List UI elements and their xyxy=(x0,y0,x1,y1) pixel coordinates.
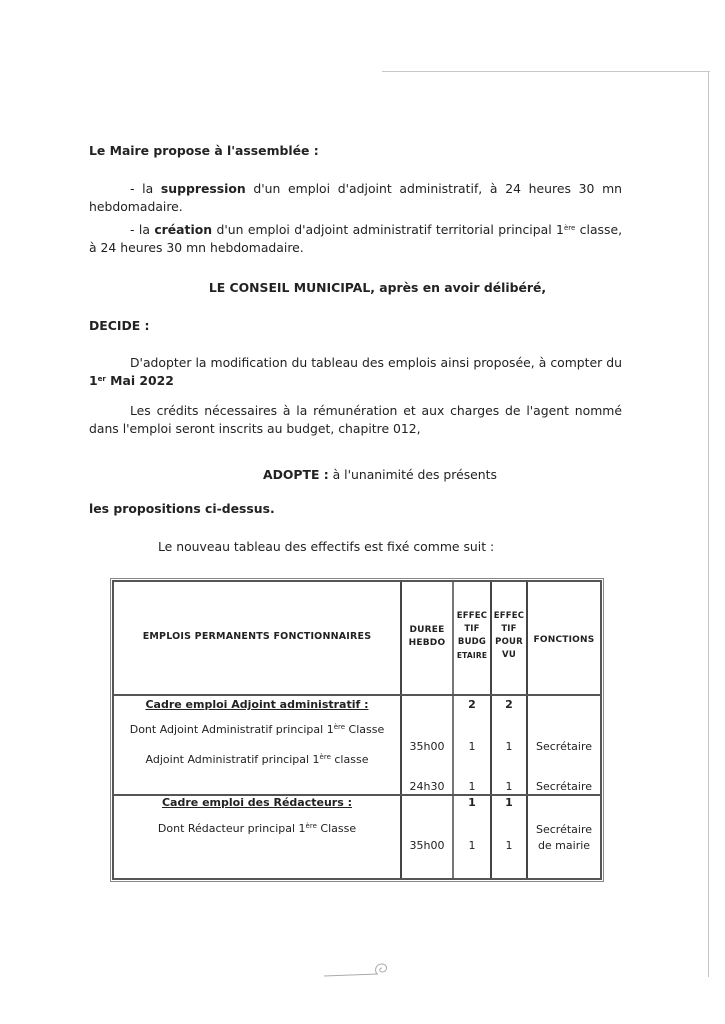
row-fonction xyxy=(528,822,600,854)
proposal-text: d'un emploi d'adjoint administratif territorial principal 1 xyxy=(212,222,564,237)
ordinal-sup: er xyxy=(97,375,106,383)
row-label-text: Dont Rédacteur principal 1 xyxy=(157,822,306,835)
page-mark-icon xyxy=(322,958,392,980)
section-pourvu: 2 xyxy=(505,698,513,711)
header-line: ETAIRE xyxy=(456,651,488,660)
header-budgetaire xyxy=(454,610,490,662)
row-duree: 35h00 xyxy=(409,740,445,753)
section-budgetaire: 1 xyxy=(468,796,476,809)
intro-heading: Le Maire propose à l'assemblée : xyxy=(89,143,319,158)
proposal-creation xyxy=(89,221,622,257)
ordinal-sup: ère xyxy=(305,822,317,830)
row-duree: 35h00 xyxy=(409,839,445,852)
adopte-line xyxy=(0,466,725,484)
proposal-keyword: suppression xyxy=(160,181,246,196)
row-label-text: Dont Adjoint Administratif principal 1 xyxy=(129,723,334,736)
proposal-prefix: - la xyxy=(130,181,161,196)
adopte-text: à l'unanimité des présents xyxy=(328,467,497,482)
fonction-line: de mairie xyxy=(537,839,591,852)
council-heading: LE CONSEIL MUNICIPAL, après en avoir délibéré, xyxy=(208,280,547,295)
scan-artifact-edge xyxy=(708,72,709,977)
fonction-line: Secrétaire xyxy=(535,823,592,836)
decision-body: D'adopter la modification du tableau des emplois ainsi proposée, à compter du xyxy=(130,355,622,370)
section-title: Cadre emploi des Rédacteurs : xyxy=(161,796,353,809)
row-pourvu: 1 xyxy=(505,780,513,793)
header-line: POUR xyxy=(495,637,523,647)
row-label-text: classe xyxy=(330,753,369,766)
effectifs-table xyxy=(112,580,602,880)
scan-artifact-line xyxy=(382,71,710,72)
proposal-text: d'un emploi d'adjoint administratif, à 24 heures 30 mn hebdomadaire. xyxy=(89,181,622,214)
row-budgetaire: 1 xyxy=(468,740,476,753)
propositions-text: les propositions ci-dessus. xyxy=(89,501,275,516)
date-day: 1 xyxy=(89,373,98,388)
row-fonction: Secrétaire xyxy=(535,740,592,753)
header-line: BUDG xyxy=(457,637,487,647)
row-budgetaire: 1 xyxy=(468,780,476,793)
row-duree: 24h30 xyxy=(409,780,445,793)
row-fonction: Secrétaire xyxy=(535,780,592,793)
proposal-text-cont: classe, à 24 heures 30 mn hebdomadaire. xyxy=(89,222,623,255)
ordinal-sup: ère xyxy=(563,224,576,232)
row-pourvu: 1 xyxy=(505,839,513,852)
header-line: TIF xyxy=(501,624,517,634)
header-fonctions: FONCTIONS xyxy=(533,635,595,645)
decision-text xyxy=(89,354,622,390)
date-rest: Mai 2022 xyxy=(105,373,174,388)
row-divider xyxy=(114,694,600,696)
header-emplois: EMPLOIS PERMANENTS FONCTIONNAIRES xyxy=(142,631,372,642)
row-pourvu: 1 xyxy=(505,740,513,753)
proposal-suppression xyxy=(89,180,622,216)
proposal-prefix: - la xyxy=(130,222,155,237)
row-label-text: Classe xyxy=(345,723,385,736)
header-line: HEBDO xyxy=(408,638,446,648)
row-label xyxy=(114,722,400,738)
table-intro: Le nouveau tableau des effectifs est fixé comme suit : xyxy=(158,539,495,554)
decision-date xyxy=(89,373,174,388)
section-pourvu: 1 xyxy=(505,796,513,809)
credits-text: Les crédits nécessaires à la rémunération et aux charges de l'agent nommé dans l'emploi seront inscrits au budget, chapitre 012, xyxy=(89,403,622,436)
header-line: EFFEC xyxy=(456,611,488,621)
section-title: Cadre emploi Adjoint administratif : xyxy=(145,698,369,711)
adopte-label: ADOPTE : xyxy=(263,467,329,482)
decide-label: DECIDE : xyxy=(89,318,150,333)
row-label-text: Adjoint Administratif principal 1 xyxy=(145,753,320,766)
ordinal-sup: ère xyxy=(333,723,346,731)
ordinal-sup: ère xyxy=(319,753,331,761)
header-line: VU xyxy=(502,650,516,660)
header-duree xyxy=(402,624,452,650)
header-line: TIF xyxy=(464,624,480,634)
header-pourvu xyxy=(492,610,526,662)
row-label xyxy=(114,752,400,768)
header-line: DUREE xyxy=(409,625,445,635)
row-label xyxy=(114,821,400,837)
header-line: EFFEC xyxy=(493,611,525,621)
row-label-text: Classe xyxy=(316,822,357,835)
row-budgetaire: 1 xyxy=(468,839,476,852)
section-budgetaire: 2 xyxy=(468,698,476,711)
proposal-keyword: création xyxy=(154,222,213,237)
